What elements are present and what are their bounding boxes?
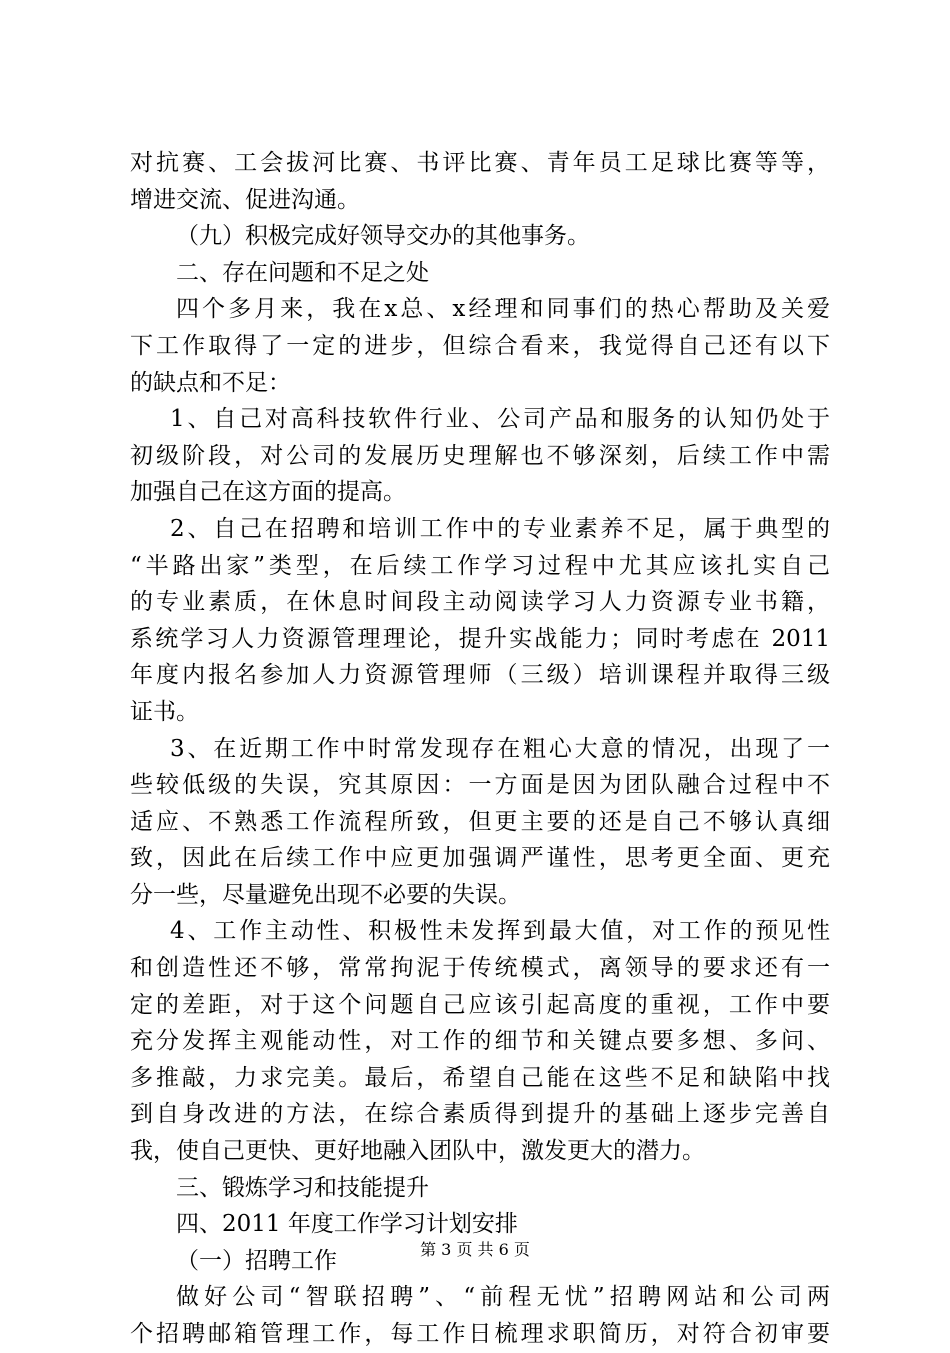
text-line: 多推敲，力求完美。最后，希望自己能在这些不足和缺陷中找 bbox=[130, 1064, 830, 1091]
text-line: 充分发挥主观能动性，对工作的细节和关键点要多想、多问、 bbox=[130, 1028, 830, 1055]
text-line: 个招聘邮箱管理工作，每工作日梳理求职简历，对符合初审要 bbox=[130, 1321, 830, 1347]
text-line: 2、自己在招聘和培训工作中的专业素养不足，属于典型的 bbox=[170, 515, 830, 542]
text-line: 年度内报名参加人力资源管理师（三级）培训课程并取得三级 bbox=[130, 662, 830, 689]
page-footer: 第 3 页 共 6 页 bbox=[420, 1240, 530, 1259]
text-line: 些较低级的失误，究其原因：一方面是因为团队融合过程中不 bbox=[130, 772, 830, 799]
text-line: 系统学习人力资源管理理论，提升实战能力；同时考虑在 2011 bbox=[130, 625, 830, 652]
text-line: 证书。 bbox=[130, 698, 199, 725]
text-line: “半路出家”类型，在后续工作学习过程中尤其应该扎实自己 bbox=[130, 552, 830, 579]
text-line: 初级阶段，对公司的发展历史理解也不够深刻，后续工作中需 bbox=[130, 442, 830, 469]
text-line: （九）积极完成好领导交办的其他事务。 bbox=[176, 223, 590, 250]
text-line: 对抗赛、工会拔河比赛、书评比赛、青年员工足球比赛等等， bbox=[130, 150, 830, 176]
text-line: 定的差距，对于这个问题自己应该引起高度的重视，工作中要 bbox=[130, 991, 830, 1018]
text-line: 的缺点和不足： bbox=[130, 369, 291, 396]
text-line: （一）招聘工作 bbox=[176, 1247, 337, 1274]
text-line: 的专业素质，在休息时间段主动阅读学习人力资源专业书籍， bbox=[130, 589, 830, 616]
text-line: 加强自己在这方面的提高。 bbox=[130, 479, 406, 506]
text-line: 增进交流、促进沟通。 bbox=[130, 186, 360, 213]
text-line: 适应、不熟悉工作流程所致，但更主要的还是自己不够认真细 bbox=[130, 808, 830, 835]
text-line: 下工作取得了一定的进步，但综合看来，我觉得自己还有以下 bbox=[130, 332, 830, 359]
text-line: 四、2011 年度工作学习计划安排 bbox=[176, 1211, 518, 1238]
text-line: 和创造性还不够，常常拘泥于传统模式，离领导的要求还有一 bbox=[130, 955, 830, 982]
text-line: 致，因此在后续工作中应更加强调严谨性，思考更全面、更充 bbox=[130, 845, 830, 872]
text-line: 三、锻炼学习和技能提升 bbox=[176, 1174, 429, 1201]
text-line: 4、工作主动性、积极性未发挥到最大值，对工作的预见性 bbox=[170, 918, 830, 945]
text-line: 我，使自己更快、更好地融入团队中，激发更大的潜力。 bbox=[130, 1138, 705, 1165]
text-line: 分一些，尽量避免出现不必要的失误。 bbox=[130, 881, 521, 908]
text-line: 1、自己对高科技软件行业、公司产品和服务的认知仍处于 bbox=[170, 406, 830, 433]
text-line: 二、存在问题和不足之处 bbox=[176, 259, 429, 286]
text-line: 四个多月来，我在x总、x经理和同事们的热心帮助及关爱 bbox=[176, 296, 830, 323]
text-line: 做好公司“智联招聘”、“前程无忧”招聘网站和公司两 bbox=[176, 1284, 830, 1311]
text-line: 3、在近期工作中时常发现存在粗心大意的情况，出现了一 bbox=[170, 735, 830, 762]
document-body bbox=[130, 145, 830, 1353]
text-line: 到自身改进的方法，在综合素质得到提升的基础上逐步完善自 bbox=[130, 1101, 830, 1128]
